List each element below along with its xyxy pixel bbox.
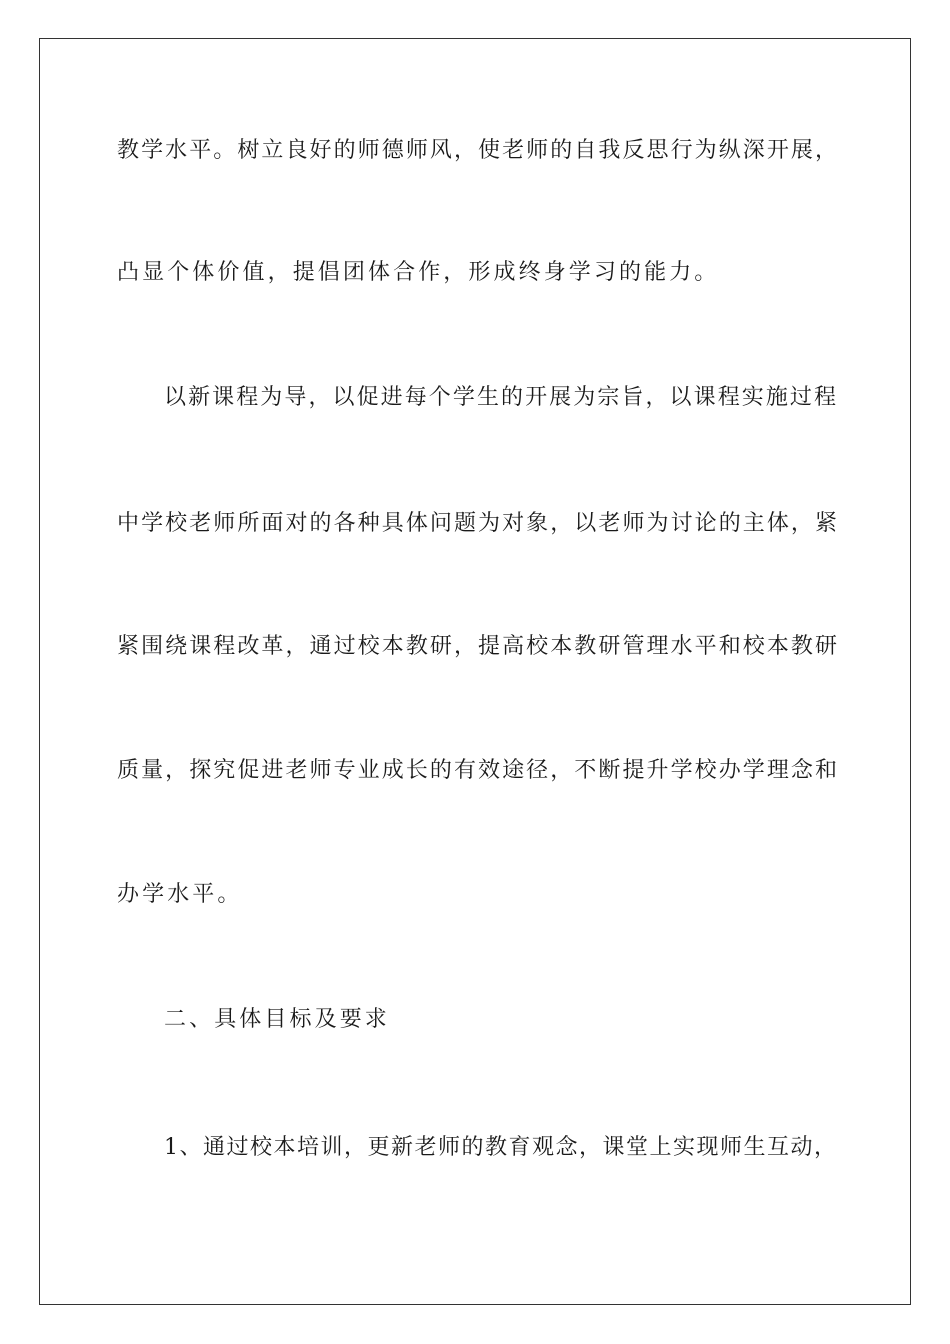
text-line: 以新课程为导，以促进每个学生的开展为宗旨，以课程实施过程	[164, 385, 836, 410]
text-line: 紧围绕课程改革，通过校本教研，提高校本教研管理水平和校本教研	[117, 634, 837, 659]
text-line: 办学水平。	[117, 882, 243, 907]
text-line: 中学校老师所面对的各种具体问题为对象，以老师为讨论的主体，紧	[117, 511, 837, 536]
text-line: 凸显个体价值，提倡团体合作，形成终身学习的能力。	[117, 260, 720, 285]
text-line: 1、通过校本培训，更新老师的教育观念，课堂上实现师生互动，	[164, 1135, 836, 1160]
page-frame	[39, 38, 911, 1305]
text-line: 教学水平。树立良好的师德师风，使老师的自我反思行为纵深开展，	[117, 138, 837, 163]
text-line: 质量，探究促进老师专业成长的有效途径，不断提升学校办学理念和	[117, 758, 837, 783]
section-heading: 二、具体目标及要求	[164, 1007, 390, 1032]
